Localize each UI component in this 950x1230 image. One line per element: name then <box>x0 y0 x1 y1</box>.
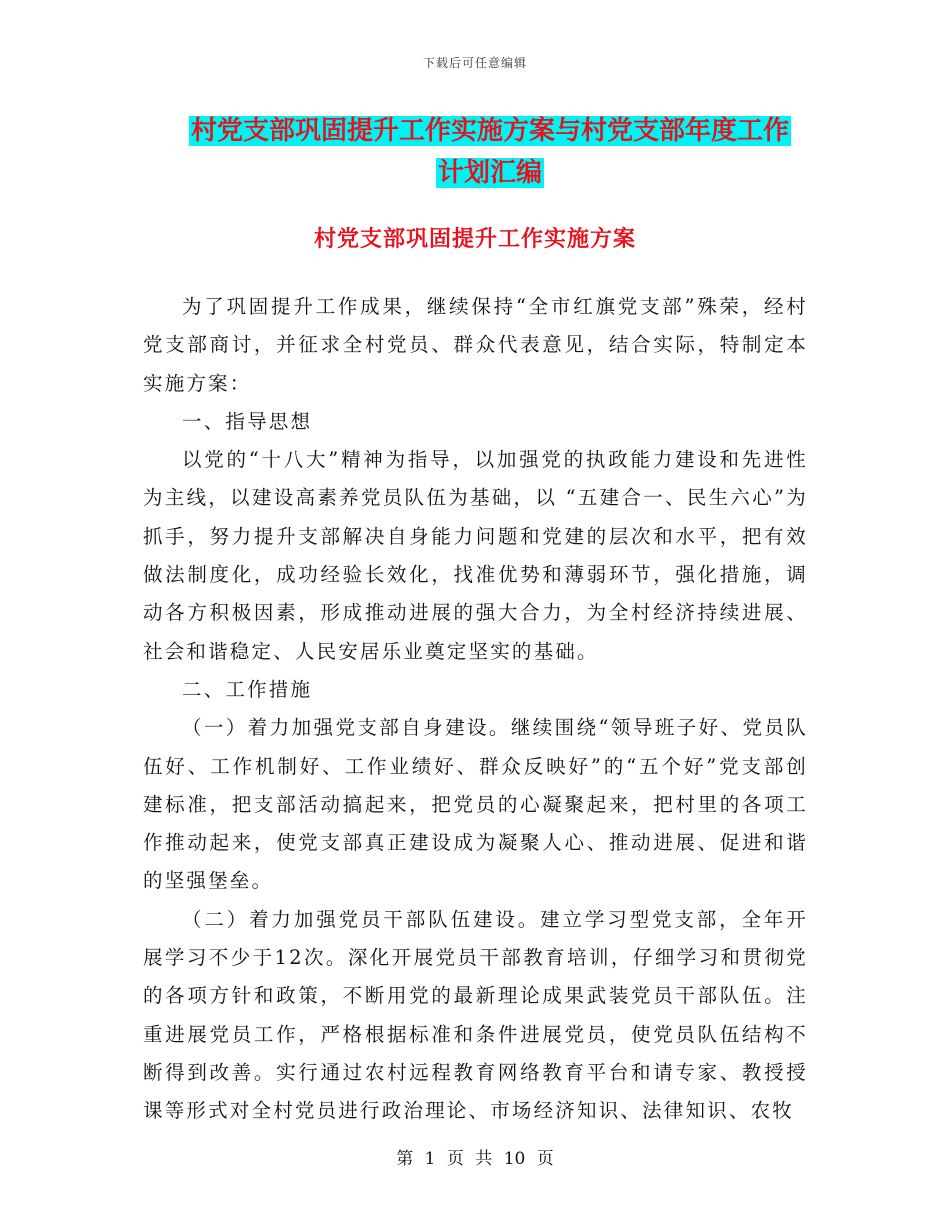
body-text <box>143 288 808 1131</box>
heading-guiding-ideology: 一、指导思想 <box>182 409 313 433</box>
main-title-line-2: 计划汇编 <box>437 158 542 188</box>
paragraph-intro: 为了巩固提升工作成果，继续保持“全市红旗党支部”殊荣，经村党支部商讨，并征求全村党员、群众代表意见，结合实际，特制定本实施方案： <box>143 295 808 395</box>
paragraph-guiding-ideology: 以党的“十八大”精神为指导，以加强党的执政能力建设和先进性为主线，以建设高素养党员队伍为基础，以 “五建合一、民生六心”为抓手，努力提升支部解决自身能力问题和党建的层次和水平，把有效做法制度化，成功经验长效化，找准优势和薄弱环节，强化措施，调动各方积极因素，形成推动进展的强大合力，为全村经济持续进展、社会和谐稳定、人民安居乐业奠定坚实的基础。 <box>143 448 808 663</box>
page-footer: 第 1 页 共 10 页 <box>396 1149 554 1169</box>
header-note: 下载后可任意编辑 <box>422 56 527 70</box>
paragraph-measure-1: （一）着力加强党支部自身建设。继续围绕“领导班子好、党员队伍好、工作机制好、工作业绩好、群众反映好”的“五个好”党支部创建标准，把支部活动搞起来，把党员的心凝聚起来，把村里的各项工作推动起来，使党支部真正建设成为凝聚人心、推动进展、促进和谐的坚强堡垒。 <box>143 716 808 893</box>
section-title: 村党支部巩固提升工作实施方案 <box>313 226 636 252</box>
main-title <box>140 110 840 194</box>
paragraph-measure-2: （二）着力加强党员干部队伍建设。建立学习型党支部，全年开展学习不少于12次。深化开展党员干部教育培训，仔细学习和贯彻党的各项方针和政策，不断用党的最新理论成果武装党员干部队伍。注重进展党员工作，严格根据标准和条件进展党员，使党员队伍结构不断得到改善。实行通过农村远程教育网络教育平台和请专家、教授授课等形式对全村党员进行政治理论、市场经济知识、法律知识、农牧 <box>143 907 808 1123</box>
main-title-line-1: 村党支部巩固提升工作实施方案与村党支部年度工作 <box>190 116 789 146</box>
heading-work-measures: 二、工作措施 <box>182 677 313 701</box>
